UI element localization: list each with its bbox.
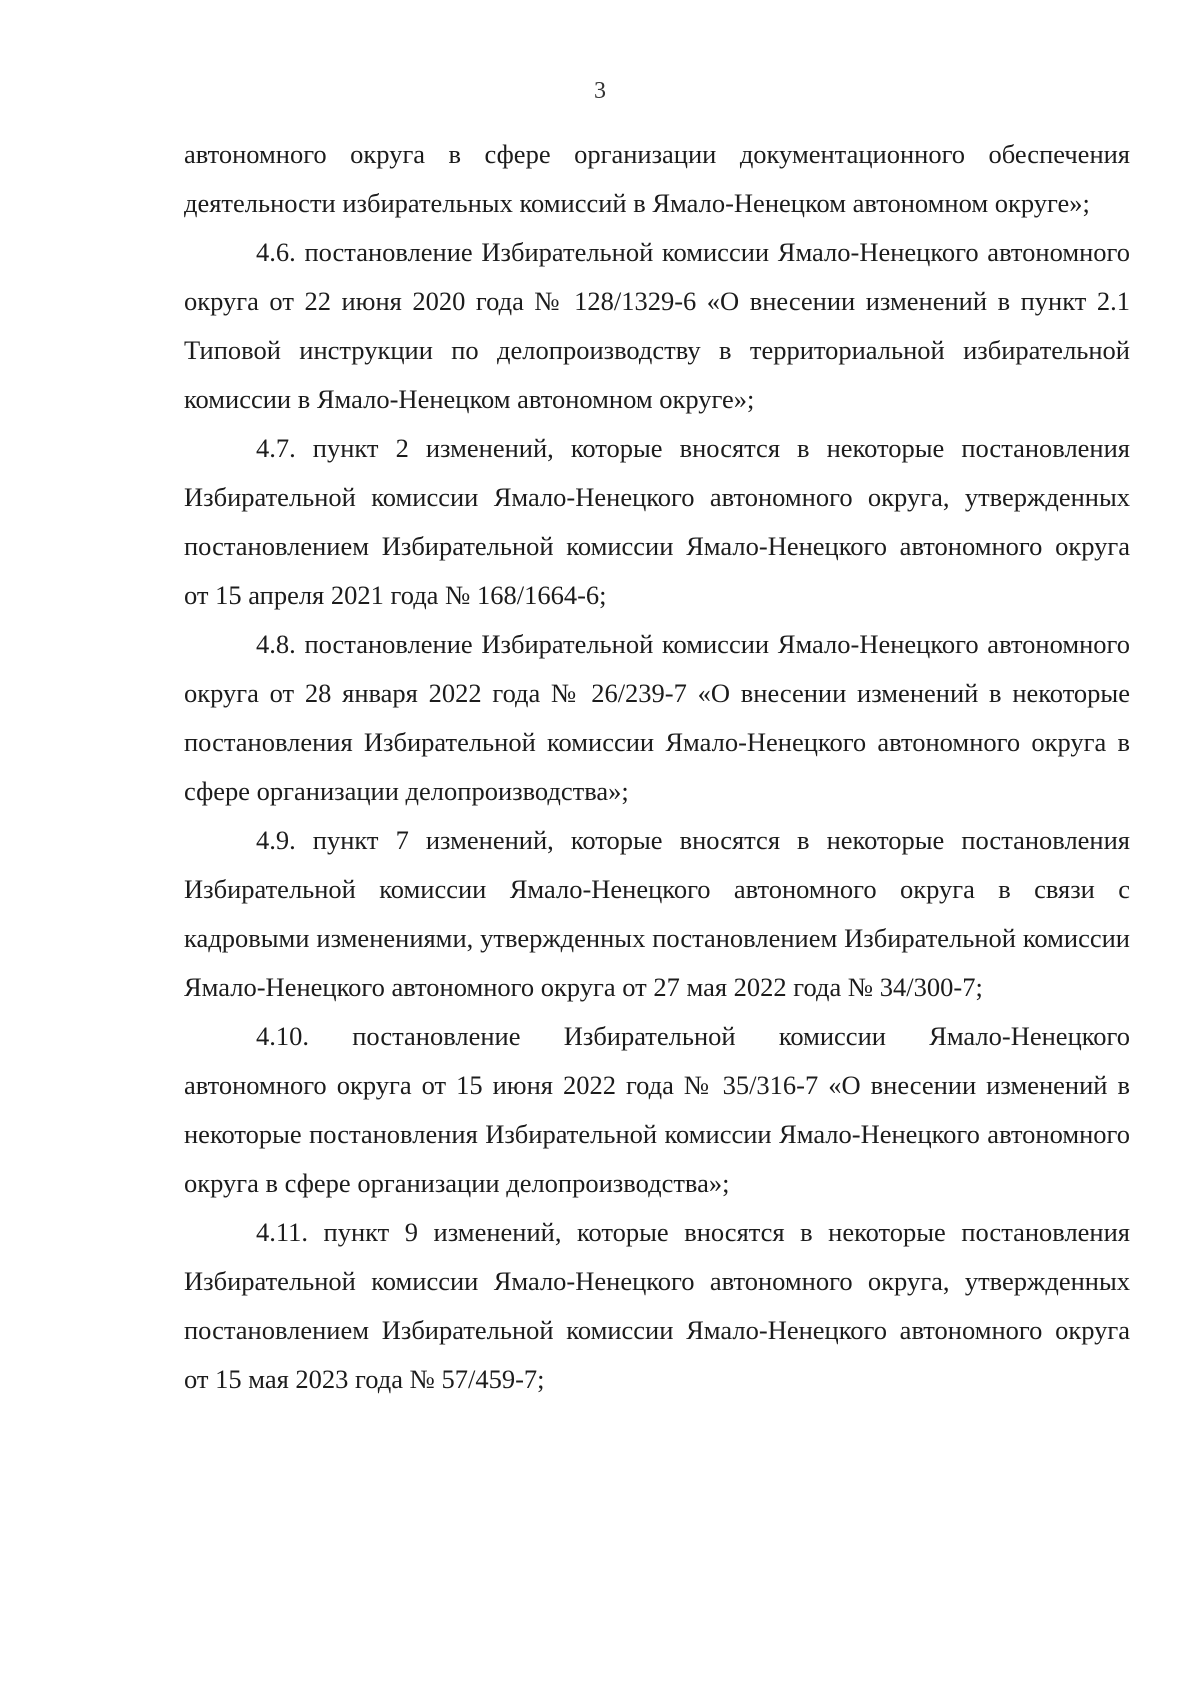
paragraph-item-4-7: 4.7. пункт 2 изменений, которые вносятся в некоторые постановления Избирательной комиссии Ямало-Ненецкого автономного округа, утвержденных постановлением Избирательной комиссии Ямало-Ненецкого автономного округа от 15 апреля 2021 года № 168/1664-6; [184, 433, 1130, 610]
paragraph-item-4-9: 4.9. пункт 7 изменений, которые вносятся в некоторые постановления Избирательной комиссии Ямало-Ненецкого автономного округа в связи с кадровыми изменениями, утвержденных постановлением Избирательной комиссии Ямало-Ненецкого автономного округа от 27 мая 2022 года № 34/300-7; [184, 825, 1130, 1002]
document-body [184, 130, 1130, 1404]
paragraph-item-4-10: 4.10. постановление Избирательной комиссии Ямало-Ненецкого автономного округа от 15 июня 2022 года № 35/316-7 «О внесении изменений в некоторые постановления Избирательной комиссии Ямало-Ненецкого автономного округа в сфере организации делопроизводства»; [184, 1021, 1130, 1198]
paragraph-item-4-8: 4.8. постановление Избирательной комиссии Ямало-Ненецкого автономного округа от 28 января 2022 года № 26/239-7 «О внесении изменений в некоторые постановления Избирательной комиссии Ямало-Ненецкого автономного округа в сфере организации делопроизводства»; [184, 629, 1130, 806]
page-number: 3 [594, 78, 606, 104]
paragraph-item-4-11: 4.11. пункт 9 изменений, которые вносятся в некоторые постановления Избирательной комиссии Ямало-Ненецкого автономного округа, утвержденных постановлением Избирательной комиссии Ямало-Ненецкого автономного округа от 15 мая 2023 года № 57/459-7; [184, 1217, 1130, 1394]
paragraph-item-4-6: 4.6. постановление Избирательной комиссии Ямало-Ненецкого автономного округа от 22 июня 2020 года № 128/1329-6 «О внесении изменений в пункт 2.1 Типовой инструкции по делопроизводству в территориальной избирательной комиссии в Ямало-Ненецком автономном округе»; [184, 237, 1130, 414]
paragraph-continuation: автономного округа в сфере организации документационного обеспечения деятельности избирательных комиссий в Ямало-Ненецком автономном округе»; [184, 139, 1130, 218]
